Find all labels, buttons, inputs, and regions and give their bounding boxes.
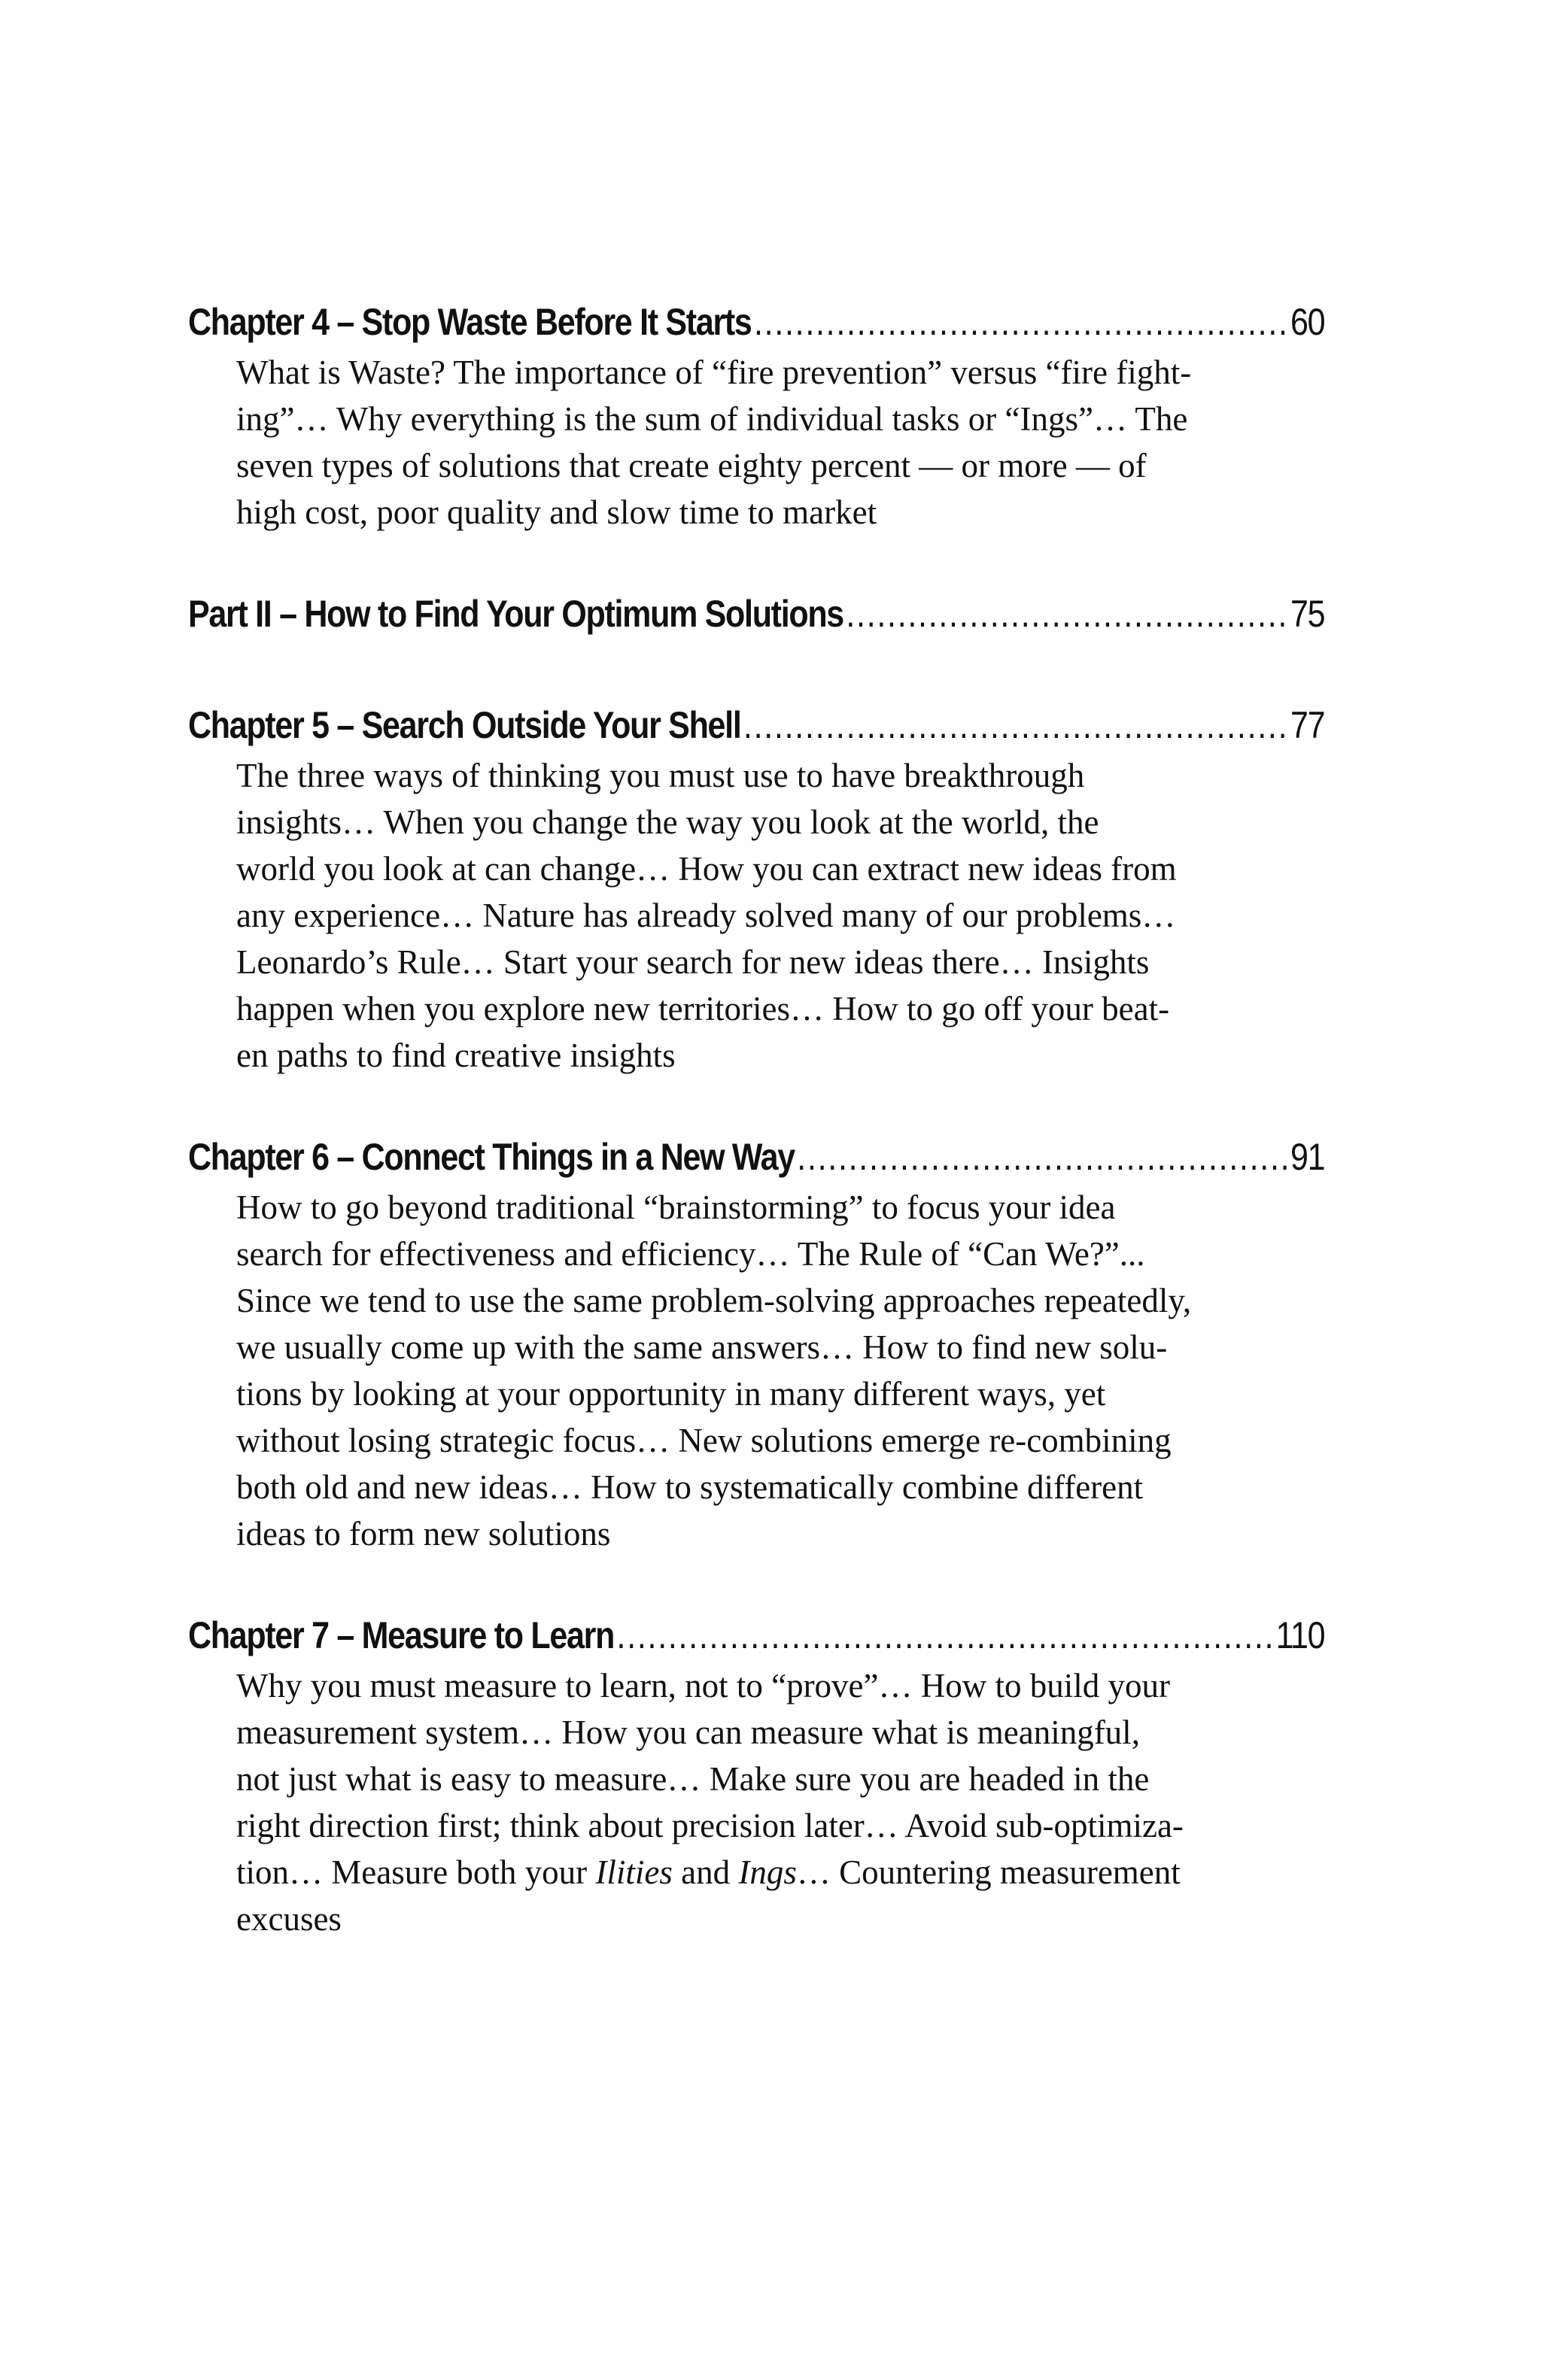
toc-entry-chapter-4 — [188, 295, 1324, 536]
description-line: What is Waste? The importance of “fire prevention” versus “fire fight- — [236, 354, 1192, 391]
toc-heading — [188, 295, 1324, 349]
emphasis-ings: Ings — [738, 1853, 797, 1891]
dot-leader — [754, 295, 1288, 349]
description-line: Why you must measure to learn, not to “prove”… How to build your — [236, 1667, 1170, 1705]
description-line: en paths to find creative insights — [236, 1037, 676, 1074]
description-line: without losing strategic focus… New solutions emerge re-combining — [236, 1422, 1172, 1459]
description-line: Since we tend to use the same problem-solving approaches repeatedly, — [236, 1282, 1192, 1319]
line-text: and — [672, 1853, 739, 1891]
toc-page-number: 77 — [1290, 704, 1325, 746]
toc-page-number: 75 — [1290, 593, 1325, 635]
dot-leader — [617, 1608, 1274, 1662]
toc-entry-chapter-6 — [188, 1130, 1324, 1557]
description-line: any experience… Nature has already solved many of our problems… — [236, 897, 1176, 934]
description-line — [236, 1849, 1327, 1896]
table-of-contents — [188, 295, 1324, 1942]
description-line: high cost, poor quality and slow time to market — [236, 493, 877, 531]
emphasis-ilities: Ilities — [595, 1853, 673, 1891]
toc-title: Part II – How to Find Your Optimum Solutions — [188, 593, 843, 635]
description-line: search for effectiveness and efficiency… The Rule of “Can We?”... — [236, 1235, 1145, 1273]
line-text: tion… Measure both your — [236, 1853, 596, 1891]
toc-title: Chapter 4 – Stop Waste Before It Starts — [188, 301, 752, 343]
toc-page-number: 110 — [1275, 1614, 1325, 1656]
description-line: The three ways of thinking you must use to have breakthrough — [236, 757, 1085, 794]
description-line: world you look at can change… How you can extract new ideas from — [236, 850, 1177, 888]
description-line: right direction first; think about precision later… Avoid sub-optimiza- — [236, 1807, 1184, 1844]
description-line: tions by looking at your opportunity in many different ways, yet — [236, 1375, 1106, 1413]
description-line: we usually come up with the same answers… How to find new solu- — [236, 1328, 1168, 1366]
dot-leader — [743, 698, 1288, 752]
toc-description — [236, 752, 1327, 1079]
toc-page-number: 91 — [1290, 1136, 1325, 1178]
toc-heading — [188, 1608, 1324, 1662]
toc-heading — [188, 587, 1324, 641]
description-line: seven types of solutions that create eighty percent — or more — of — [236, 447, 1147, 484]
toc-entry-chapter-7 — [188, 1608, 1324, 1942]
toc-title: Chapter 6 – Connect Things in a New Way — [188, 1136, 795, 1178]
description-line: ing”… Why everything is the sum of individual tasks or “Ings”… The — [236, 400, 1188, 438]
toc-title: Chapter 5 – Search Outside Your Shell — [188, 704, 741, 746]
toc-page-number: 60 — [1290, 301, 1325, 343]
toc-description — [236, 1184, 1327, 1557]
toc-entry-part-2 — [188, 587, 1324, 641]
description-line: ideas to form new solutions — [236, 1515, 611, 1553]
description-line: measurement system… How you can measure what is meaningful, — [236, 1714, 1140, 1751]
dot-leader — [797, 1130, 1287, 1184]
description-line: happen when you explore new territories… How to go off your beat- — [236, 990, 1170, 1028]
toc-title: Chapter 7 – Measure to Learn — [188, 1614, 615, 1656]
toc-entry-chapter-5 — [188, 698, 1324, 1079]
toc-heading — [188, 1130, 1324, 1184]
description-line: How to go beyond traditional “brainstorming” to focus your idea — [236, 1188, 1116, 1226]
toc-description — [236, 1662, 1327, 1942]
toc-heading — [188, 698, 1324, 752]
dot-leader — [846, 587, 1287, 641]
description-line: excuses — [236, 1900, 342, 1938]
description-line: not just what is easy to measure… Make sure you are headed in the — [236, 1760, 1150, 1798]
description-line: both old and new ideas… How to systematically combine different — [236, 1468, 1144, 1506]
description-line: Leonardo’s Rule… Start your search for new ideas there… Insights — [236, 943, 1150, 981]
description-line: insights… When you change the way you look at the world, the — [236, 803, 1099, 841]
line-text: … Countering measurement — [796, 1853, 1181, 1891]
toc-description — [236, 349, 1327, 536]
